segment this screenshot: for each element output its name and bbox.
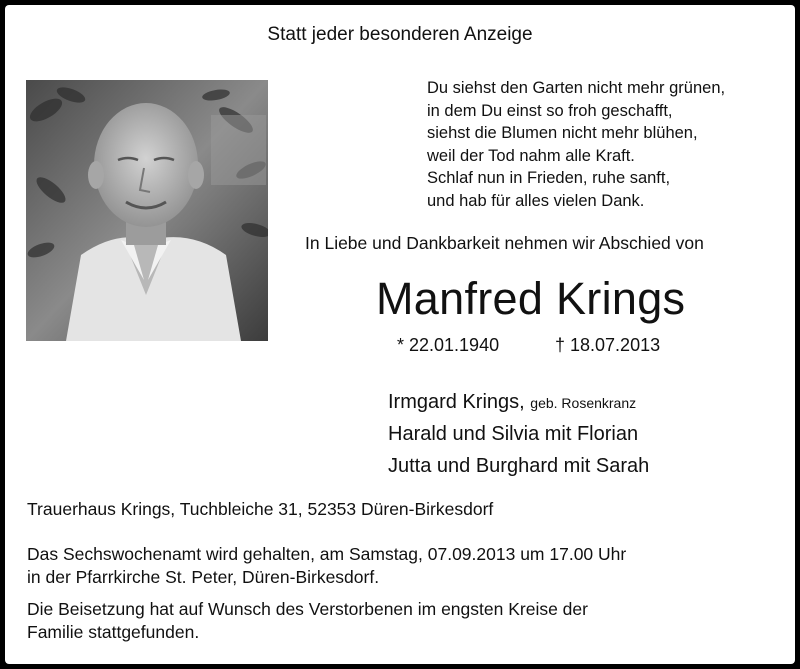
poem-line: Schlaf nun in Frieden, ruhe sanft, (427, 169, 671, 188)
portrait-photo (26, 80, 268, 341)
mourning-address: Trauerhaus Krings, Tuchbleiche 31, 52353 Düren-Birkesdorf (27, 499, 494, 519)
burial-notice (27, 598, 588, 644)
family-line-1 (388, 391, 636, 414)
notice-line: Das Sechswochenamt wird gehalten, am Samstag, 07.09.2013 um 17.00 Uhr (27, 544, 627, 564)
poem-line: siehst die Blumen nicht mehr blühen, (427, 124, 698, 143)
death-date: † 18.07.2013 (555, 335, 661, 355)
poem-line: in dem Du einst so froh geschafft, (427, 101, 673, 120)
maiden-name-note: geb. Rosenkranz (530, 395, 637, 411)
header-line: Statt jeder besonderen Anzeige (267, 24, 533, 45)
poem-line: Du siehst den Garten nicht mehr grünen, (427, 79, 726, 97)
family-member-name: Irmgard Krings, (388, 391, 525, 413)
deceased-name: Manfred Krings (376, 273, 686, 324)
obituary-card (5, 5, 795, 664)
poem (427, 77, 725, 213)
poem-line: und hab für alles vielen Dank. (427, 191, 645, 210)
family-line-2: Harald und Silvia mit Florian (388, 423, 639, 445)
family-line-3: Jutta und Burghard mit Sarah (388, 455, 650, 477)
birth-date: * 22.01.1940 (397, 335, 500, 355)
notice-line: Die Beisetzung hat auf Wunsch des Verstorbenen im engsten Kreise der (27, 599, 588, 619)
poem-line: weil der Tod nahm alle Kraft. (427, 146, 635, 165)
portrait-illustration (26, 80, 268, 341)
notice-line: in der Pfarrkirche St. Peter, Düren-Birkesdorf. (27, 567, 380, 587)
farewell-intro: In Liebe und Dankbarkeit nehmen wir Abschied von (305, 233, 704, 253)
notice-line: Familie stattgefunden. (27, 622, 200, 642)
mass-notice (27, 543, 626, 589)
